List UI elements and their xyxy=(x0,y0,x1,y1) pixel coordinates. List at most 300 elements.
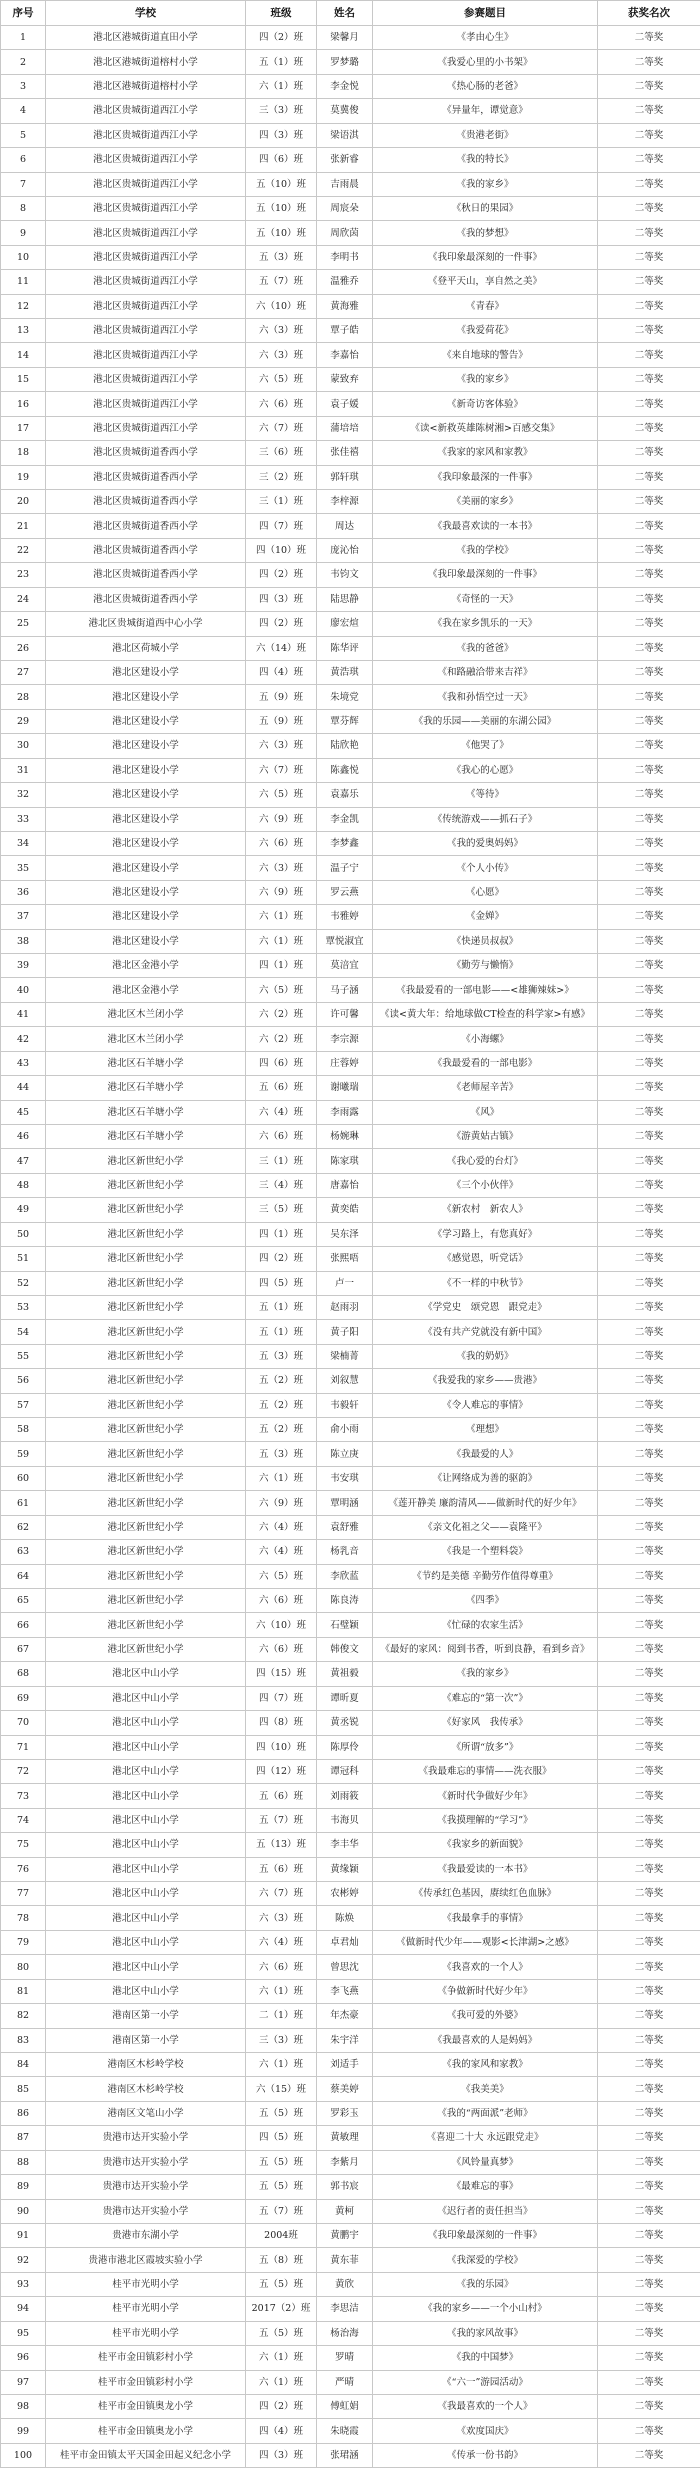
entry-title-cell: 《读<新救英雄陈树湘>百感交集》 xyxy=(373,416,598,440)
student-name-cell: 陈家琪 xyxy=(317,1149,373,1173)
class-cell: 三（1）班 xyxy=(246,490,317,514)
school-cell: 港北区新世纪小学 xyxy=(46,1613,246,1637)
student-name-cell: 温子宁 xyxy=(317,856,373,880)
school-cell: 港北区荷城小学 xyxy=(46,636,246,660)
student-name-cell: 罗云燕 xyxy=(317,880,373,904)
entry-title-cell: 《传承红色基因，赓续红色血脉》 xyxy=(373,1882,598,1906)
class-cell: 四（1）班 xyxy=(246,954,317,978)
school-cell: 港北区中山小学 xyxy=(46,1759,246,1783)
table-row xyxy=(1,2346,700,2370)
school-cell: 港北区建设小学 xyxy=(46,831,246,855)
table-row xyxy=(1,2443,700,2467)
table-row xyxy=(1,2321,700,2345)
row-index: 61 xyxy=(1,1491,46,1515)
award-cell: 二等奖 xyxy=(598,1564,700,1588)
entry-title-cell: 《老师屋辛苦》 xyxy=(373,1076,598,1100)
entry-title-cell: 《我的中国梦》 xyxy=(373,2346,598,2370)
award-cell: 二等奖 xyxy=(598,1808,700,1832)
entry-title-cell: 《没有共产党就没有新中国》 xyxy=(373,1320,598,1344)
award-cell: 二等奖 xyxy=(598,294,700,318)
table-row xyxy=(1,1613,700,1637)
student-name-cell: 张熙唔 xyxy=(317,1247,373,1271)
entry-title-cell: 《令人难忘的事情》 xyxy=(373,1393,598,1417)
student-name-cell: 陈立庚 xyxy=(317,1442,373,1466)
entry-title-cell: 《学习路上，有您真好》 xyxy=(373,1222,598,1246)
school-cell: 港北区港城街道榕村小学 xyxy=(46,74,246,98)
entry-title-cell: 《“六一”游园活动》 xyxy=(373,2370,598,2394)
student-name-cell: 曾思沈 xyxy=(317,1955,373,1979)
table-row xyxy=(1,1051,700,1075)
award-cell: 二等奖 xyxy=(598,1930,700,1954)
student-name-cell: 周欣茵 xyxy=(317,221,373,245)
class-cell: 六（9）班 xyxy=(246,880,317,904)
student-name-cell: 袁子媛 xyxy=(317,392,373,416)
entry-title-cell: 《我的家风故事》 xyxy=(373,2321,598,2345)
row-index: 89 xyxy=(1,2175,46,2199)
award-cell: 二等奖 xyxy=(598,1027,700,1051)
school-cell: 港北区贵城街道香西小学 xyxy=(46,441,246,465)
table-row xyxy=(1,99,700,123)
entry-title-cell: 《个人小传》 xyxy=(373,856,598,880)
table-row xyxy=(1,2150,700,2174)
class-cell: 四（2）班 xyxy=(246,1247,317,1271)
row-index: 86 xyxy=(1,2101,46,2125)
table-row xyxy=(1,196,700,220)
class-cell: 六（6）班 xyxy=(246,1124,317,1148)
table-row xyxy=(1,221,700,245)
table-row xyxy=(1,270,700,294)
entry-title-cell: 《我最喜欢的人是妈妈》 xyxy=(373,2028,598,2052)
table-row xyxy=(1,514,700,538)
table-row xyxy=(1,1979,700,2003)
table-row xyxy=(1,1589,700,1613)
table-row xyxy=(1,1149,700,1173)
row-index: 30 xyxy=(1,734,46,758)
row-index: 20 xyxy=(1,490,46,514)
entry-title-cell: 《新农村 新农人》 xyxy=(373,1198,598,1222)
entry-title-cell: 《我的家风和家教》 xyxy=(373,2053,598,2077)
award-cell: 二等奖 xyxy=(598,2199,700,2223)
award-cell: 二等奖 xyxy=(598,807,700,831)
table-row xyxy=(1,2004,700,2028)
row-index: 19 xyxy=(1,465,46,489)
school-cell: 港北区建设小学 xyxy=(46,807,246,831)
row-index: 1 xyxy=(1,26,46,50)
row-index: 95 xyxy=(1,2321,46,2345)
award-cell: 二等奖 xyxy=(598,74,700,98)
entry-title-cell: 《风铃量真梦》 xyxy=(373,2150,598,2174)
class-cell: 六（5）班 xyxy=(246,367,317,391)
student-name-cell: 黄祖毅 xyxy=(317,1662,373,1686)
school-cell: 港北区建设小学 xyxy=(46,660,246,684)
class-cell: 六（1）班 xyxy=(246,2346,317,2370)
class-cell: 六（3）班 xyxy=(246,319,317,343)
entry-title-cell: 《我印象最深的一件事》 xyxy=(373,465,598,489)
award-cell: 二等奖 xyxy=(598,563,700,587)
class-cell: 四（6）班 xyxy=(246,148,317,172)
table-row xyxy=(1,1295,700,1319)
entry-title-cell: 《我的爱奥妈妈》 xyxy=(373,831,598,855)
row-index: 50 xyxy=(1,1222,46,1246)
student-name-cell: 黄海雅 xyxy=(317,294,373,318)
student-name-cell: 杨婉琳 xyxy=(317,1124,373,1148)
student-name-cell: 朱境党 xyxy=(317,685,373,709)
school-cell: 港北区新世纪小学 xyxy=(46,1589,246,1613)
award-cell: 二等奖 xyxy=(598,2297,700,2321)
row-index: 53 xyxy=(1,1295,46,1319)
row-index: 100 xyxy=(1,2443,46,2467)
entry-title-cell: 《我最爱读的一本书》 xyxy=(373,1857,598,1881)
entry-title-cell: 《我最难忘的事情——洗衣服》 xyxy=(373,1759,598,1783)
school-cell: 港北区贵城街道香西小学 xyxy=(46,514,246,538)
award-cell: 二等奖 xyxy=(598,1442,700,1466)
student-name-cell: 李梦鑫 xyxy=(317,831,373,855)
class-cell: 六（1）班 xyxy=(246,2053,317,2077)
school-cell: 港北区中山小学 xyxy=(46,1882,246,1906)
award-cell: 二等奖 xyxy=(598,1637,700,1661)
class-cell: 四（4）班 xyxy=(246,2419,317,2443)
student-name-cell: 覃芬辉 xyxy=(317,709,373,733)
class-cell: 四（7）班 xyxy=(246,514,317,538)
student-name-cell: 李欣蓝 xyxy=(317,1564,373,1588)
table-row xyxy=(1,1418,700,1442)
student-name-cell: 黄敏理 xyxy=(317,2126,373,2150)
table-row xyxy=(1,1442,700,1466)
award-cell: 二等奖 xyxy=(598,2175,700,2199)
entry-title-cell: 《我的乐园——美丽的东湖公园》 xyxy=(373,709,598,733)
award-cell: 二等奖 xyxy=(598,270,700,294)
entry-title-cell: 《我喜欢的一个人》 xyxy=(373,1955,598,1979)
class-cell: 三（2）班 xyxy=(246,465,317,489)
student-name-cell: 马子涵 xyxy=(317,978,373,1002)
row-index: 7 xyxy=(1,172,46,196)
award-cell: 二等奖 xyxy=(598,1076,700,1100)
row-index: 23 xyxy=(1,563,46,587)
award-cell: 二等奖 xyxy=(598,1051,700,1075)
class-cell: 六（2）班 xyxy=(246,1002,317,1026)
school-cell: 港北区木兰闭小学 xyxy=(46,1027,246,1051)
class-cell: 五（6）班 xyxy=(246,1857,317,1881)
award-cell: 二等奖 xyxy=(598,636,700,660)
award-cell: 二等奖 xyxy=(598,758,700,782)
student-name-cell: 俞小雨 xyxy=(317,1418,373,1442)
row-index: 85 xyxy=(1,2077,46,2101)
table-row xyxy=(1,1955,700,1979)
student-name-cell: 李飞燕 xyxy=(317,1979,373,2003)
table-row xyxy=(1,1002,700,1026)
table-row xyxy=(1,1784,700,1808)
table-row xyxy=(1,319,700,343)
school-cell: 桂平市金田镇奥龙小学 xyxy=(46,2419,246,2443)
class-cell: 五（6）班 xyxy=(246,1784,317,1808)
class-cell: 六（6）班 xyxy=(246,392,317,416)
class-cell: 四（10）班 xyxy=(246,538,317,562)
header-row xyxy=(1,1,700,26)
student-name-cell: 李宗源 xyxy=(317,1027,373,1051)
entry-title-cell: 《美丽的家乡》 xyxy=(373,490,598,514)
award-cell: 二等奖 xyxy=(598,978,700,1002)
entry-title-cell: 《心愿》 xyxy=(373,880,598,904)
header-class: 班级 xyxy=(246,1,317,26)
class-cell: 四（3）班 xyxy=(246,587,317,611)
entry-title-cell: 《我摸理解的“学习”》 xyxy=(373,1808,598,1832)
table-row xyxy=(1,612,700,636)
table-row xyxy=(1,148,700,172)
row-index: 84 xyxy=(1,2053,46,2077)
row-index: 77 xyxy=(1,1882,46,1906)
student-name-cell: 谢曦瑞 xyxy=(317,1076,373,1100)
award-cell: 二等奖 xyxy=(598,1589,700,1613)
class-cell: 六（1）班 xyxy=(246,929,317,953)
row-index: 81 xyxy=(1,1979,46,2003)
entry-title-cell: 《勤劳与懒惰》 xyxy=(373,954,598,978)
entry-title-cell: 《新时代争做好少年》 xyxy=(373,1784,598,1808)
entry-title-cell: 《我最喜欢的一个人》 xyxy=(373,2394,598,2418)
award-cell: 二等奖 xyxy=(598,2101,700,2125)
class-cell: 五（1）班 xyxy=(246,50,317,74)
table-body xyxy=(1,26,700,2468)
row-index: 43 xyxy=(1,1051,46,1075)
table-row xyxy=(1,392,700,416)
row-index: 72 xyxy=(1,1759,46,1783)
row-index: 76 xyxy=(1,1857,46,1881)
entry-title-cell: 《忙碌的农家生活》 xyxy=(373,1613,598,1637)
entry-title-cell: 《我的“两面派”老师》 xyxy=(373,2101,598,2125)
student-name-cell: 梁楠菁 xyxy=(317,1344,373,1368)
class-cell: 五（5）班 xyxy=(246,2321,317,2345)
school-cell: 港北区新世纪小学 xyxy=(46,1320,246,1344)
table-row xyxy=(1,2297,700,2321)
school-cell: 港北区中山小学 xyxy=(46,1686,246,1710)
award-cell: 二等奖 xyxy=(598,880,700,904)
class-cell: 六（1）班 xyxy=(246,905,317,929)
school-cell: 港北区建设小学 xyxy=(46,734,246,758)
student-name-cell: 蒲培培 xyxy=(317,416,373,440)
school-cell: 港北区中山小学 xyxy=(46,1711,246,1735)
school-cell: 港北区中山小学 xyxy=(46,1930,246,1954)
award-cell: 二等奖 xyxy=(598,196,700,220)
school-cell: 港北区石羊塘小学 xyxy=(46,1124,246,1148)
entry-title-cell: 《我最爱看的一部电影》 xyxy=(373,1051,598,1075)
row-index: 93 xyxy=(1,2272,46,2296)
entry-title-cell: 《我最拿手的事情》 xyxy=(373,1906,598,1930)
table-row xyxy=(1,2126,700,2150)
row-index: 22 xyxy=(1,538,46,562)
award-cell: 二等奖 xyxy=(598,2346,700,2370)
class-cell: 四（2）班 xyxy=(246,26,317,50)
award-cell: 二等奖 xyxy=(598,26,700,50)
school-cell: 港北区贵城街道西中心小学 xyxy=(46,612,246,636)
entry-title-cell: 《青春》 xyxy=(373,294,598,318)
row-index: 8 xyxy=(1,196,46,220)
student-name-cell: 梁语淇 xyxy=(317,123,373,147)
award-cell: 二等奖 xyxy=(598,1320,700,1344)
entry-title-cell: 《我印象最深刻的一件事》 xyxy=(373,2223,598,2247)
class-cell: 五（5）班 xyxy=(246,2101,317,2125)
school-cell: 港北区中山小学 xyxy=(46,1808,246,1832)
row-index: 80 xyxy=(1,1955,46,1979)
student-name-cell: 李雨露 xyxy=(317,1100,373,1124)
table-row xyxy=(1,1466,700,1490)
award-cell: 二等奖 xyxy=(598,514,700,538)
entry-title-cell: 《贵港老街》 xyxy=(373,123,598,147)
entry-title-cell: 《登平天山，享自然之美》 xyxy=(373,270,598,294)
award-cell: 二等奖 xyxy=(598,2419,700,2443)
class-cell: 四（4）班 xyxy=(246,660,317,684)
school-cell: 港北区石羊塘小学 xyxy=(46,1100,246,1124)
entry-title-cell: 《我最爱的人》 xyxy=(373,1442,598,1466)
class-cell: 四（2）班 xyxy=(246,2394,317,2418)
student-name-cell: 朱宇洋 xyxy=(317,2028,373,2052)
award-cell: 二等奖 xyxy=(598,1100,700,1124)
row-index: 56 xyxy=(1,1369,46,1393)
row-index: 3 xyxy=(1,74,46,98)
class-cell: 四（12）班 xyxy=(246,1759,317,1783)
row-index: 46 xyxy=(1,1124,46,1148)
school-cell: 港北区中山小学 xyxy=(46,1979,246,2003)
row-index: 6 xyxy=(1,148,46,172)
school-cell: 港北区新世纪小学 xyxy=(46,1222,246,1246)
student-name-cell: 唐嘉怡 xyxy=(317,1173,373,1197)
table-row xyxy=(1,2370,700,2394)
class-cell: 六（5）班 xyxy=(246,783,317,807)
row-index: 75 xyxy=(1,1833,46,1857)
class-cell: 六（4）班 xyxy=(246,1540,317,1564)
class-cell: 六（5）班 xyxy=(246,1564,317,1588)
row-index: 83 xyxy=(1,2028,46,2052)
award-cell: 二等奖 xyxy=(598,1393,700,1417)
table-row xyxy=(1,294,700,318)
row-index: 91 xyxy=(1,2223,46,2247)
table-row xyxy=(1,2077,700,2101)
class-cell: 六（10）班 xyxy=(246,1613,317,1637)
entry-title-cell: 《我的学校》 xyxy=(373,538,598,562)
class-cell: 五（1）班 xyxy=(246,1295,317,1319)
student-name-cell: 黄鹏宇 xyxy=(317,2223,373,2247)
table-row xyxy=(1,1808,700,1832)
student-name-cell: 韦海贝 xyxy=(317,1808,373,1832)
school-cell: 港北区新世纪小学 xyxy=(46,1198,246,1222)
entry-title-cell: 《难忘的“第一次”》 xyxy=(373,1686,598,1710)
student-name-cell: 傅虹娟 xyxy=(317,2394,373,2418)
class-cell: 四（15）班 xyxy=(246,1662,317,1686)
class-cell: 三（5）班 xyxy=(246,1198,317,1222)
school-cell: 港北区新世纪小学 xyxy=(46,1540,246,1564)
student-name-cell: 莫涪宜 xyxy=(317,954,373,978)
student-name-cell: 蔡美婷 xyxy=(317,2077,373,2101)
student-name-cell: 陈鑫悦 xyxy=(317,758,373,782)
student-name-cell: 黄欣 xyxy=(317,2272,373,2296)
row-index: 2 xyxy=(1,50,46,74)
table-row xyxy=(1,2272,700,2296)
row-index: 47 xyxy=(1,1149,46,1173)
school-cell: 港北区贵城街道西江小学 xyxy=(46,416,246,440)
table-row xyxy=(1,26,700,50)
class-cell: 六（7）班 xyxy=(246,416,317,440)
class-cell: 六（3）班 xyxy=(246,734,317,758)
row-index: 35 xyxy=(1,856,46,880)
row-index: 58 xyxy=(1,1418,46,1442)
table-row xyxy=(1,343,700,367)
row-index: 96 xyxy=(1,2346,46,2370)
student-name-cell: 吉雨晨 xyxy=(317,172,373,196)
entry-title-cell: 《争做新时代好少年》 xyxy=(373,1979,598,2003)
class-cell: 六（5）班 xyxy=(246,978,317,1002)
entry-title-cell: 《等待》 xyxy=(373,783,598,807)
student-name-cell: 黄奕皓 xyxy=(317,1198,373,1222)
table-row xyxy=(1,1393,700,1417)
award-cell: 二等奖 xyxy=(598,1515,700,1539)
row-index: 88 xyxy=(1,2150,46,2174)
award-cell: 二等奖 xyxy=(598,709,700,733)
school-cell: 港北区新世纪小学 xyxy=(46,1295,246,1319)
row-index: 90 xyxy=(1,2199,46,2223)
entry-title-cell: 《迟行者的责任担当》 xyxy=(373,2199,598,2223)
school-cell: 港北区贵城街道西江小学 xyxy=(46,245,246,269)
school-cell: 港北区新世纪小学 xyxy=(46,1344,246,1368)
table-row xyxy=(1,1320,700,1344)
school-cell: 港北区金港小学 xyxy=(46,954,246,978)
entry-title-cell: 《我的梦想》 xyxy=(373,221,598,245)
award-cell: 二等奖 xyxy=(598,1491,700,1515)
row-index: 51 xyxy=(1,1247,46,1271)
class-cell: 五（5）班 xyxy=(246,2150,317,2174)
class-cell: 六（3）班 xyxy=(246,1906,317,1930)
student-name-cell: 李金凯 xyxy=(317,807,373,831)
header-index: 序号 xyxy=(1,1,46,26)
school-cell: 桂平市光明小学 xyxy=(46,2297,246,2321)
student-name-cell: 罗晴 xyxy=(317,2346,373,2370)
student-name-cell: 庞沁怡 xyxy=(317,538,373,562)
row-index: 74 xyxy=(1,1808,46,1832)
row-index: 21 xyxy=(1,514,46,538)
class-cell: 五（7）班 xyxy=(246,2199,317,2223)
student-name-cell: 周达 xyxy=(317,514,373,538)
award-cell: 二等奖 xyxy=(598,538,700,562)
class-cell: 四（3）班 xyxy=(246,2443,317,2467)
class-cell: 六（15）班 xyxy=(246,2077,317,2101)
school-cell: 贵港市港北区霞坡实验小学 xyxy=(46,2248,246,2272)
award-cell: 二等奖 xyxy=(598,2248,700,2272)
entry-title-cell: 《我最爱看的一部电影——<雄狮辣妹>》 xyxy=(373,978,598,1002)
student-name-cell: 李明书 xyxy=(317,245,373,269)
entry-title-cell: 《我可爱的外婆》 xyxy=(373,2004,598,2028)
class-cell: 四（5）班 xyxy=(246,1271,317,1295)
entry-title-cell: 《金婵》 xyxy=(373,905,598,929)
table-row xyxy=(1,1637,700,1661)
entry-title-cell: 《我的乐园》 xyxy=(373,2272,598,2296)
entry-title-cell: 《节约是美德 辛勤劳作值得尊重》 xyxy=(373,1564,598,1588)
school-cell: 贵港市达开实验小学 xyxy=(46,2199,246,2223)
award-cell: 二等奖 xyxy=(598,2223,700,2247)
school-cell: 港北区新世纪小学 xyxy=(46,1247,246,1271)
student-name-cell: 韦钧文 xyxy=(317,563,373,587)
school-cell: 港北区石羊塘小学 xyxy=(46,1076,246,1100)
row-index: 79 xyxy=(1,1930,46,1954)
entry-title-cell: 《他哭了》 xyxy=(373,734,598,758)
student-name-cell: 李紫月 xyxy=(317,2150,373,2174)
table-row xyxy=(1,1686,700,1710)
entry-title-cell: 《快递员叔叔》 xyxy=(373,929,598,953)
award-cell: 二等奖 xyxy=(598,831,700,855)
table-row xyxy=(1,245,700,269)
entry-title-cell: 《我的家乡》 xyxy=(373,367,598,391)
award-cell: 二等奖 xyxy=(598,1271,700,1295)
class-cell: 五（9）班 xyxy=(246,685,317,709)
row-index: 71 xyxy=(1,1735,46,1759)
table-row xyxy=(1,1515,700,1539)
table-row xyxy=(1,563,700,587)
